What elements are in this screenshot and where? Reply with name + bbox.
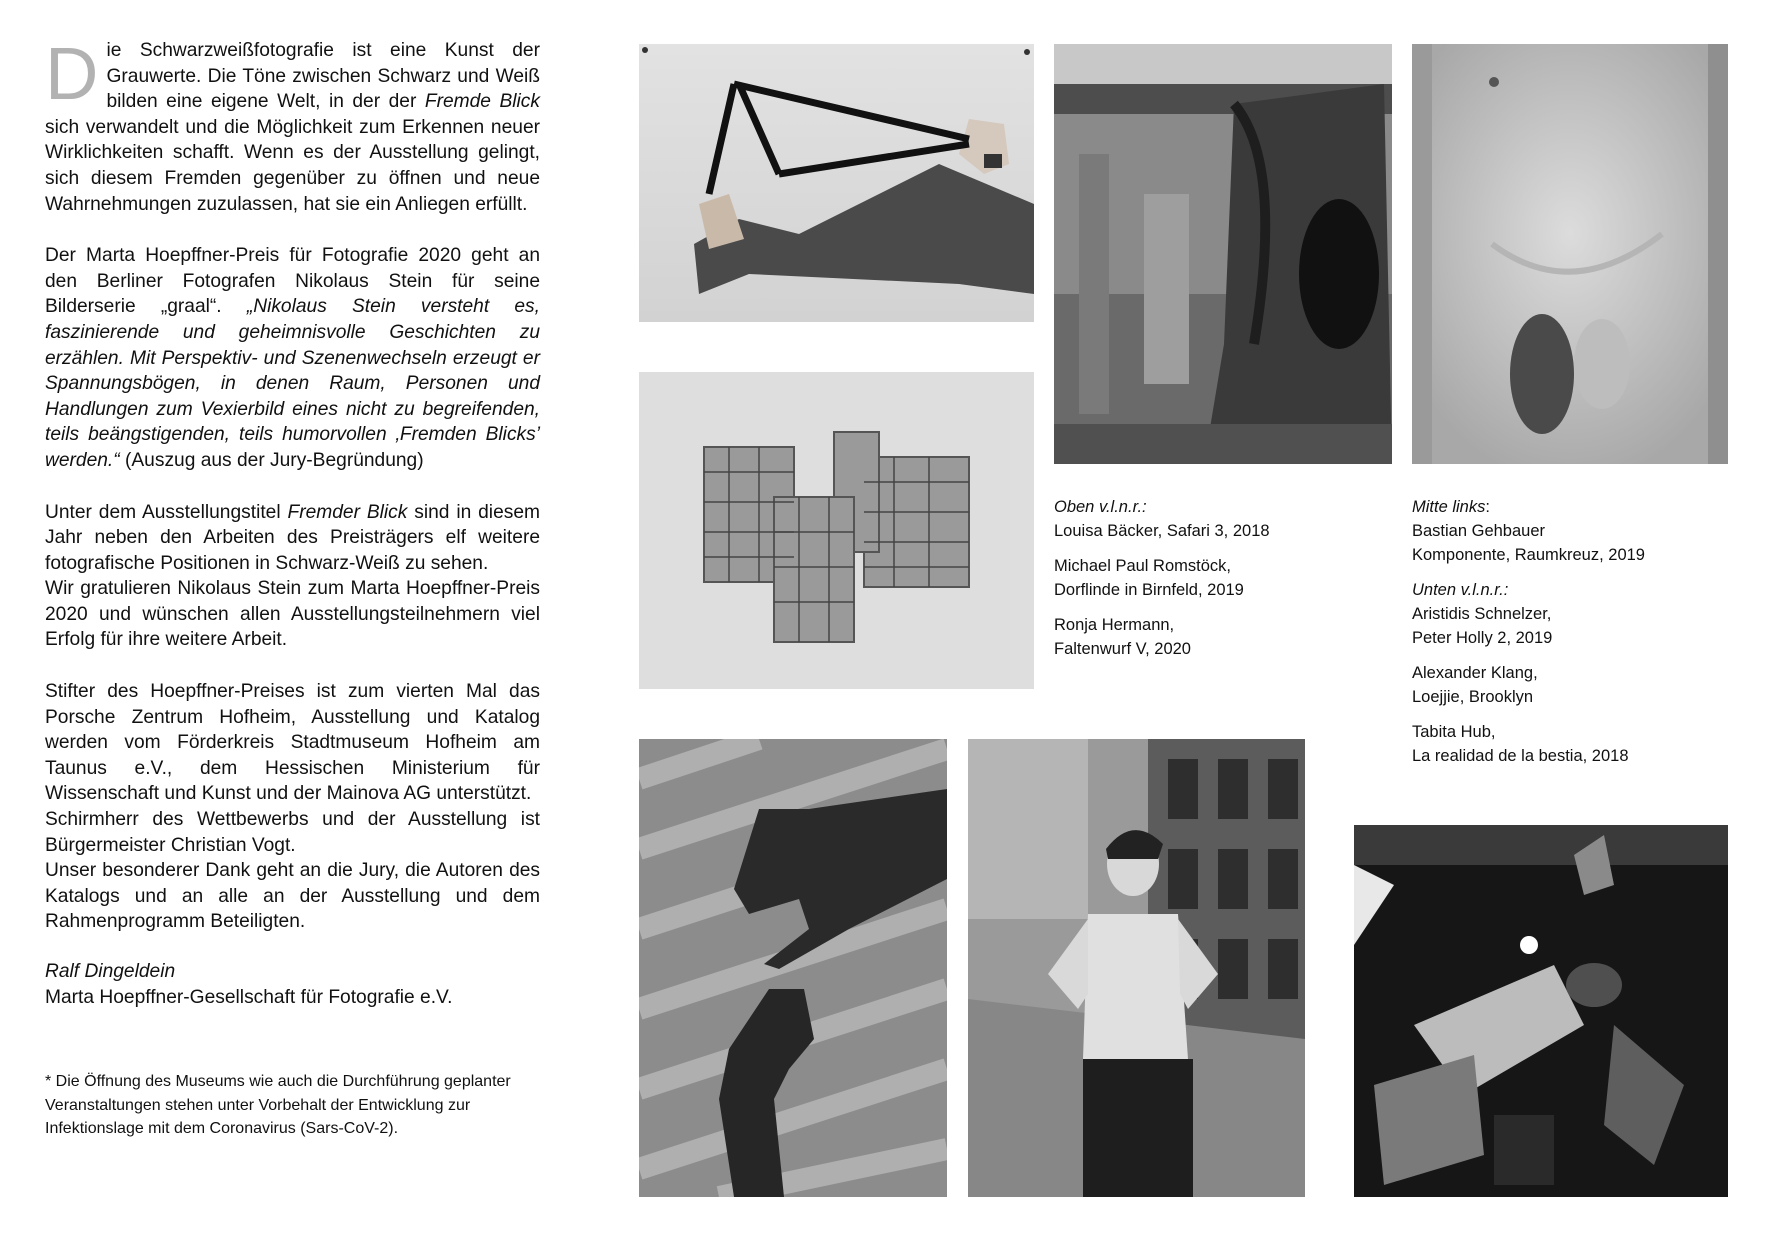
intro-paragraph-7: Unser besonderer Dank geht an die Jury, die Autoren des Katalogs und an alle an der Ausstellung und dem Rahmenprogramm Beteiligten.	[45, 860, 540, 933]
intro-paragraph-6: Schirmherr des Wettbewerbs und der Ausstellung ist Bürgermeister Christian Vogt.	[45, 809, 540, 856]
intro-paragraph-2: Der Marta Hoepffner-Preis für Fotografie 2020 geht an den Berliner Fotografen Nikolaus Stein für seine Bilderserie „graal“. „Nikolaus Stein versteht es, faszinierende und geheimnisvolle Geschichten zu erzählen. Mit Perspektiv- und Szenenwechseln erzeugt er Spannungsbögen, in denen Raum, Personen und Handlungen zum Vexierbild eines nicht zu begreifenden, teils beängstigenden, teils humorvollen ‚Fremden Blicks’ werden.“ (Auszug aus der Jury-Begründung)	[45, 245, 540, 471]
intro-paragraph-1: Die Schwarzweißfotografie ist eine Kunst der Grauwerte. Die Töne zwischen Schwarz und Weiß bilden eine eigene Welt, in der der Fremde Blick sich verwandelt und die Möglichkeit zum Erkennen neuer Wirklichkeiten schafft. Wenn es der Ausstellung gelingt, sich diesem Fremden gegenüber zu öffnen und neue Wahrnehmungen zuzulassen, hat sie ein Anliegen erfüllt.	[45, 32, 540, 215]
caption-mitte-unten: Mitte links: Bastian Gehbauer Komponente, Raumkreuz, 2019 Unten v.l.n.r.: Aristidis Schnelzer, Peter Holly 2, 2019 Alexander Klang, Loejjie, Brooklyn Tabita Hub, La realidad de la bestia, 2018	[1412, 498, 1645, 765]
photo-slingshot	[639, 44, 1034, 322]
caption-oben-item-3-artist: Ronja Hermann,	[1054, 616, 1175, 634]
caption-oben	[1054, 495, 1394, 672]
jury-quote: „Nikolaus Stein versteht es, faszinierende und geheimnisvolle Geschichten zu erzählen. Mit Perspektiv- und Szenenwechseln erzeugt er Spannungsbögen, in denen Raum, Personen und Handlungen zum Vexierbild eines nicht zu begreifenden, teils beängstigenden, teils humorvollen ‚Fremden Blicks’ werden.“	[45, 296, 540, 471]
photo-safari	[1412, 44, 1728, 464]
photo-raumkreuz	[639, 372, 1034, 689]
photo-dorflinde	[1054, 44, 1392, 464]
signature-org: Marta Hoepffner-Gesellschaft für Fotografie e.V.	[45, 986, 453, 1008]
photo-la-realidad	[1354, 825, 1728, 1197]
caption-oben-item-2-artist: Michael Paul Romstöck,	[1054, 557, 1231, 575]
caption-mitte-title: Komponente, Raumkreuz, 2019	[1412, 546, 1645, 564]
photo-peter-holly	[639, 739, 947, 1197]
photo-loejjie	[968, 739, 1305, 1197]
caption-oben-heading: Oben v.l.n.r.:	[1054, 498, 1147, 516]
footnote: * Die Öffnung des Museums wie auch die Durchführung geplanter Veranstaltungen stehen unter Vorbehalt der Entwicklung zur Infektionslage mit dem Coronavirus (Sars-CoV-2).	[45, 1073, 511, 1137]
intro-text-column	[45, 32, 540, 1010]
caption-oben-item-2-title: Dorflinde in Birnfeld, 2019	[1054, 581, 1244, 599]
signature-name: Ralf Dingeldein	[45, 961, 176, 982]
caption-unten-item-3-artist: Tabita Hub,	[1412, 723, 1496, 741]
caption-unten-item-2-artist: Alexander Klang,	[1412, 664, 1538, 682]
drop-cap: D	[45, 32, 99, 115]
caption-unten-heading: Unten v.l.n.r.:	[1412, 581, 1509, 599]
caption-oben-item-3-title: Faltenwurf V, 2020	[1054, 640, 1191, 658]
caption-oben-item-1: Louisa Bäcker, Safari 3, 2018	[1054, 522, 1270, 540]
caption-unten-item-1-artist: Aristidis Schnelzer,	[1412, 605, 1552, 623]
signature	[45, 959, 540, 1010]
caption-mitte-heading: Mitte links	[1412, 498, 1486, 516]
intro-paragraph-4: Wir gratulieren Nikolaus Stein zum Marta Hoepffner-Preis 2020 und wünschen allen Ausstellungsteilnehmern viel Erfolg für ihre weitere Arbeit.	[45, 578, 540, 651]
caption-mitte-artist: Bastian Gehbauer	[1412, 522, 1546, 540]
caption-unten-item-2-title: Loejjie, Brooklyn	[1412, 688, 1534, 706]
caption-unten-item-3-title: La realidad de la bestia, 2018	[1412, 747, 1629, 765]
caption-unten-item-1-title: Peter Holly 2, 2019	[1412, 629, 1553, 647]
intro-paragraph-5: Stifter des Hoepffner-Preises ist zum vierten Mal das Porsche Zentrum Hofheim, Ausstellung und Katalog werden vom Förderkreis Stadtmuseum Hofheim am Taunus e.V., dem Hessischen Ministerium für Wissenschaft und Kunst und der Mainova AG unterstützt.	[45, 681, 540, 805]
intro-paragraph-3: Unter dem Ausstellungstitel Fremder Blick sind in diesem Jahr neben den Arbeiten des Preisträgers elf weitere fotografische Positionen in Schwarz-Weiß zu sehen.	[45, 501, 540, 574]
